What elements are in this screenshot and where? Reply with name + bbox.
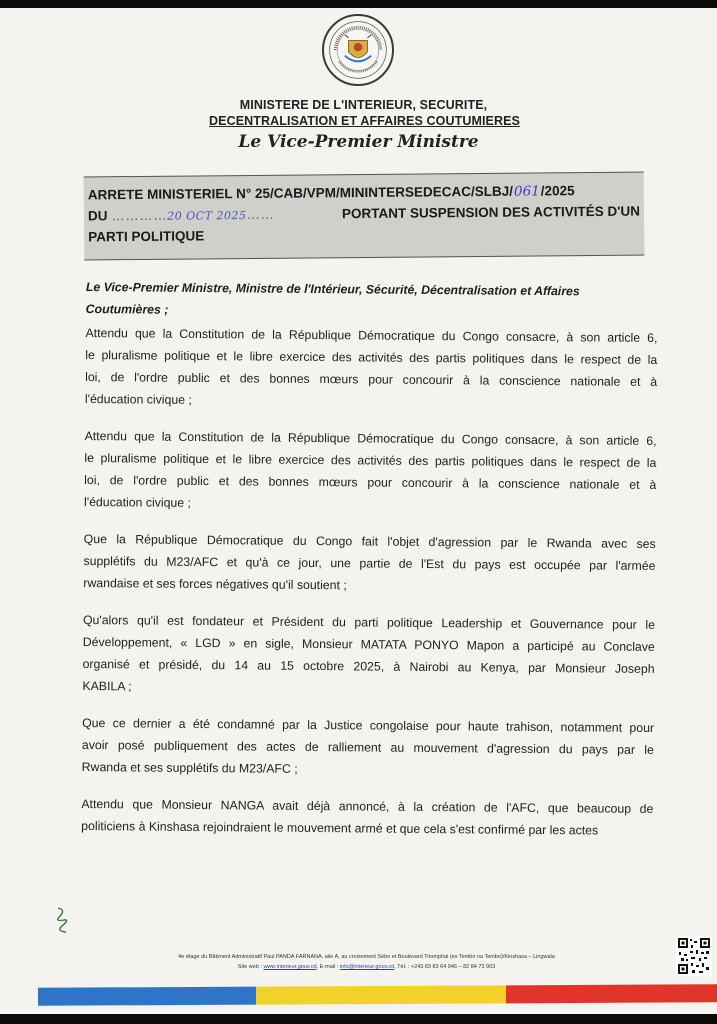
decree-title-box (84, 172, 645, 261)
paragraph-line: Attendu que Monsieur NANGA avait déjà annoncé, à la création de l'AFC, que beaucoup de (81, 796, 654, 816)
qr-code-icon (676, 936, 712, 976)
paragraph-line: Qu'alors qu'il est fondateur et Président du parti politique Leadership et Gouvernance pour le (82, 612, 656, 632)
paragraph-line: le pluralisme politique et le libre exercice des activités des partis politiques dans le respect de la (84, 450, 657, 470)
paragraph-line: Rwanda et ses supplétifs du M23/AFC ; (81, 759, 298, 776)
paragraph-line: loi, de l'ordre public et des bonnes mœurs pour concourir à la conscience nationale et à (84, 472, 657, 492)
document-page (0, 8, 717, 1014)
website-link[interactable]: www.interieur.gouv.cd (263, 964, 317, 970)
paragraph (83, 528, 656, 599)
handwritten-decree-number: 061 (513, 183, 540, 200)
flag-blue-band (38, 987, 256, 1006)
decree-title-line1 (88, 183, 575, 203)
paragraph-line: Développement, « LGD » en sigle, Monsieur MATATA PONYO Mapon a participé au Conclave (82, 634, 655, 654)
paragraph (85, 322, 658, 415)
national-flag-colors-bar (38, 984, 717, 1006)
paragraph-line: politiciens à Kinshasa rejoindraient le mouvement armé et que cela s'est confirmé par les actes (81, 818, 599, 838)
paragraph (81, 793, 653, 842)
coat-of-arms-seal-icon (322, 14, 394, 86)
paragraph-line: supplétifs du M23/AFC et qu'à ce jour, une partie de l'Est du pays est occupée par l'armée (83, 553, 656, 573)
decree-title-line3: PARTI POLITIQUE (88, 228, 205, 245)
date-stamp: 20 OCT 2025 (167, 209, 247, 223)
paragraph-list (81, 322, 657, 842)
paragraph-line: Attendu que la Constitution de la République Démocratique du Congo consacre, à son article 6, (85, 325, 658, 345)
decree-title-line2 (88, 204, 640, 224)
paragraph-line: Que ce dernier a été condamné par la Justice congolaise pour haute trahison, notamment pour (82, 715, 655, 735)
paragraph-line: loi, de l'ordre public et des bonnes mœurs pour concourir à la conscience nationale et à (85, 369, 658, 389)
footer-address: 4e étage du Bâtiment Administratif Paul PANDA FARNANA, aile A, au croisement Sébo et Boulevard Triomphal (ex Tembo na Tembo)/Kinshasa – Lingwala (178, 954, 555, 960)
ministry-name-line2: DECENTRALISATION ET AFFAIRES COUTUMIERES (209, 114, 520, 128)
flag-red-band (506, 984, 717, 1003)
email-link[interactable]: info@interieur.gouv.cd (339, 964, 395, 970)
handwritten-initials-icon (52, 906, 72, 936)
paragraph-line: KABILA ; (82, 678, 132, 694)
paragraph-line: avoir posé publiquement des actes de ralliement au mouvement d'agression du pays par le (81, 737, 654, 757)
paragraph (82, 712, 655, 783)
paragraph-line: Attendu que la Constitution de la République Démocratique du Congo consacre, à son article 6, (84, 428, 657, 448)
decree-body (81, 276, 658, 857)
signatory-title: Le Vice-Premier Ministre (238, 132, 479, 152)
paragraph (84, 425, 657, 518)
decree-du-label: DU (87, 208, 108, 224)
paragraph-line: rwandaise et ses forces négatives qu'il soutient ; (83, 575, 347, 593)
decree-subject: PORTANT SUSPENSION DES ACTIVITÉS D'UN (341, 203, 641, 222)
paragraph-line: l'éducation civique ; (84, 391, 192, 407)
preamble: Le Vice-Premier Ministre, Ministre de l'Intérieur, Sécurité, Décentralisation et Affaires Coutumières ; (85, 279, 580, 317)
paragraph-line: Que la République Démocratique du Congo fait l'objet d'agression par le Rwanda avec ses (83, 531, 656, 551)
decree-year: /2025 (540, 183, 575, 199)
paragraph-line: organisé et présidé, du 14 au 15 octobre 2025, à Nairobi au Kenya, par Monsieur Joseph (82, 656, 655, 676)
paragraph-line: l'éducation civique ; (83, 494, 192, 510)
footer-contact: Site web : www.interieur.gouv.cd, E-mail : info@interieur.gouv.cd, Tél. : +243 83 83 64 946 – 82 84 73 903 (237, 964, 496, 970)
decree-date-field: …………20 OCT 2025…… (111, 206, 275, 224)
decree-number-prefix: ARRETE MINISTERIEL N° 25/CAB/VPM/MININTERSEDECAC/SLBJ/ (87, 183, 514, 203)
paragraph (82, 609, 655, 702)
flag-yellow-band (256, 985, 506, 1004)
paragraph-line: le pluralisme politique et le libre exercice des activités des partis politiques dans le respect de la (85, 347, 658, 367)
ministry-name-line1: MINISTERE DE L'INTERIEUR, SECURITE, (239, 98, 488, 112)
